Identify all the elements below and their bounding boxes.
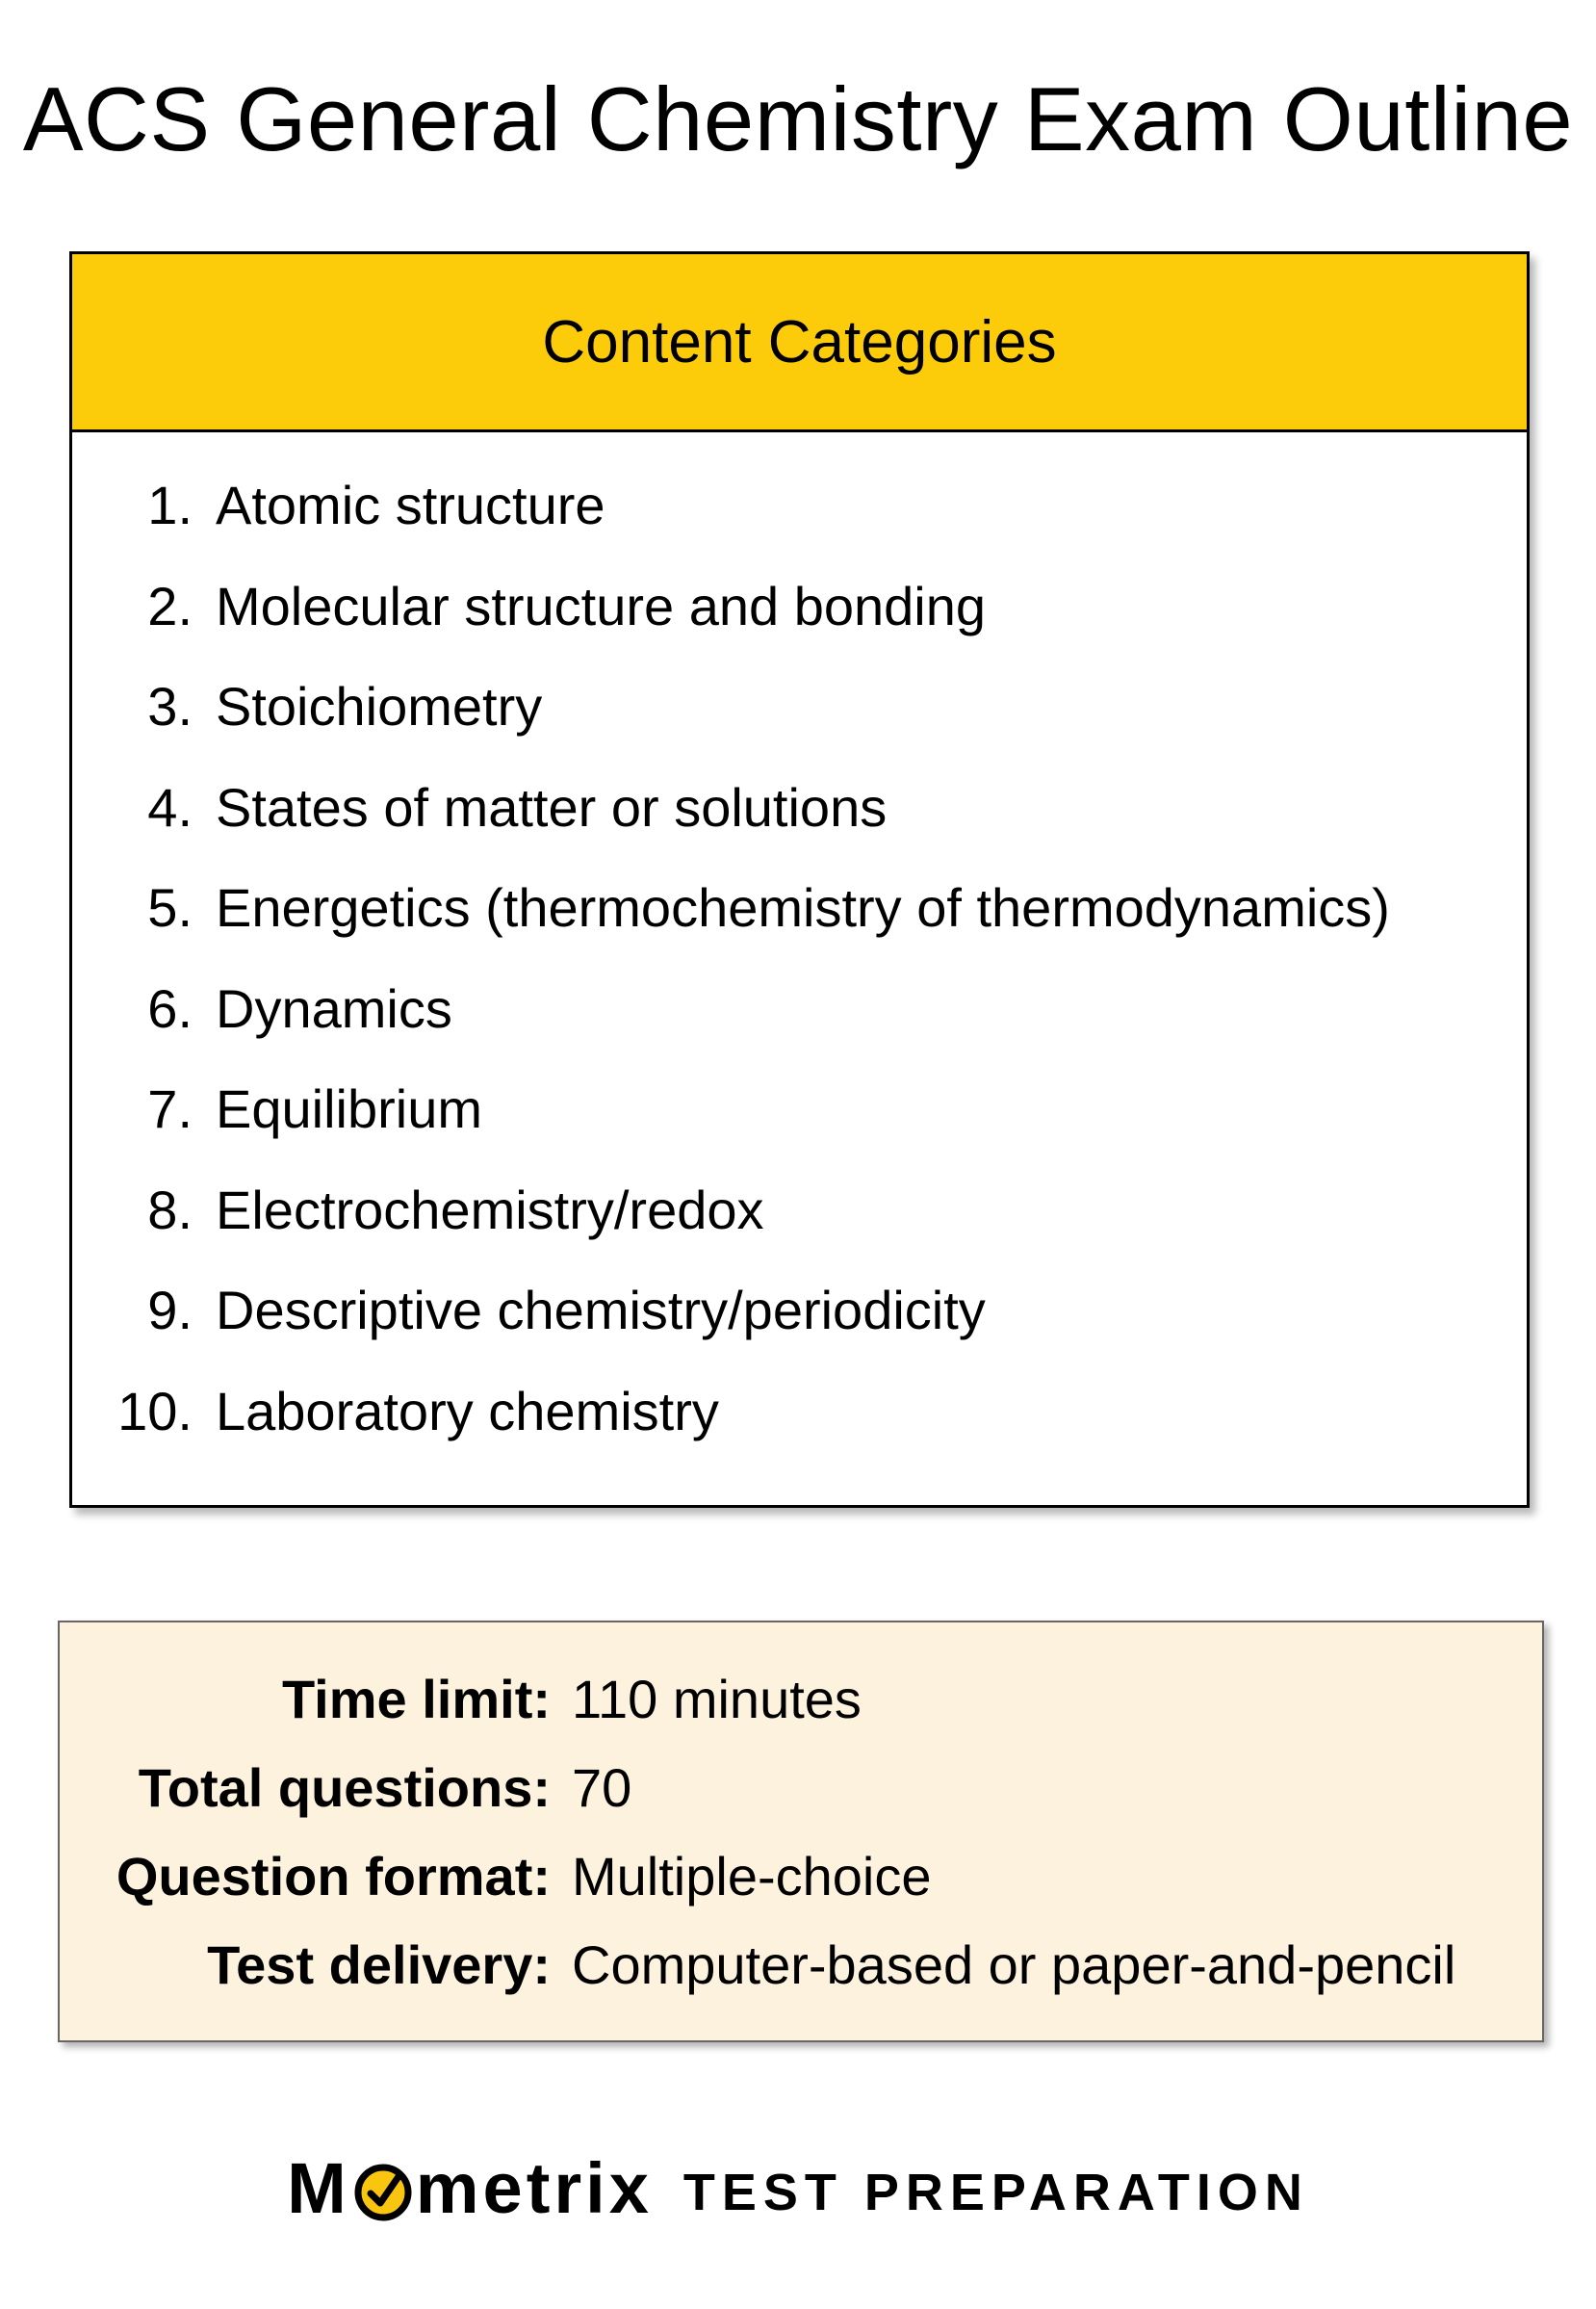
exam-info-row [60,1934,1542,2023]
mometrix-logo [0,2147,1596,2229]
logo-tagline: TEST PREPARATION [682,2163,1309,2221]
item-label: Electrochemistry/redox [216,1179,764,1240]
info-value: Multiple-choice [572,1846,932,1907]
page-title: ACS General Chemistry Exam Outline [22,68,1574,169]
item-number: 7. [147,1078,193,1139]
item-number: 1. [147,475,193,535]
list-item [72,1281,1527,1382]
exam-info-row [60,1669,1542,1757]
logo-letter-m: M [287,2148,350,2228]
list-item [72,476,1527,577]
info-label: Total questions: [138,1757,551,1818]
item-number: 10. [117,1380,193,1441]
exam-info-row [60,1757,1542,1846]
exam-info-list [60,1669,1542,2023]
info-label: Question format: [116,1846,551,1907]
list-item [72,1079,1527,1180]
list-item [72,1382,1527,1483]
item-label: States of matter or solutions [216,776,888,838]
item-label: Dynamics [216,977,452,1039]
item-label: Descriptive chemistry/periodicity [216,1280,986,1340]
item-number: 9. [147,1280,193,1340]
item-label: Molecular structure and bonding [216,575,987,636]
item-label: Equilibrium [216,1078,482,1139]
item-number: 2. [147,575,193,636]
item-number: 3. [147,676,193,737]
logo-wordmark [287,2147,653,2229]
exam-info-row [60,1846,1542,1934]
info-value: 110 minutes [572,1669,862,1729]
info-value: 70 [572,1757,632,1818]
item-number: 4. [147,776,193,838]
exam-info-box [58,1621,1544,2042]
item-number: 5. [147,877,193,938]
logo-letters-rest: metrix [415,2148,653,2228]
item-number: 8. [147,1179,193,1240]
content-categories-list [72,476,1527,1482]
list-item [72,677,1527,778]
list-item [72,878,1527,979]
list-item [72,577,1527,678]
info-value: Computer-based or paper-and-pencil [572,1934,1456,1995]
item-label: Laboratory chemistry [216,1380,719,1441]
item-label: Atomic structure [216,475,605,535]
item-label: Stoichiometry [216,676,543,737]
list-item [72,778,1527,879]
item-label: Energetics (thermochemistry of thermodynamics) [216,877,1390,938]
checkmark-circle-icon [352,2162,414,2223]
list-item [72,979,1527,1080]
info-label: Test delivery: [207,1934,551,1995]
content-categories-box [69,251,1530,1508]
item-number: 6. [147,977,193,1039]
content-categories-header: Content Categories [72,254,1527,432]
info-label: Time limit: [281,1669,551,1729]
list-item [72,1180,1527,1282]
